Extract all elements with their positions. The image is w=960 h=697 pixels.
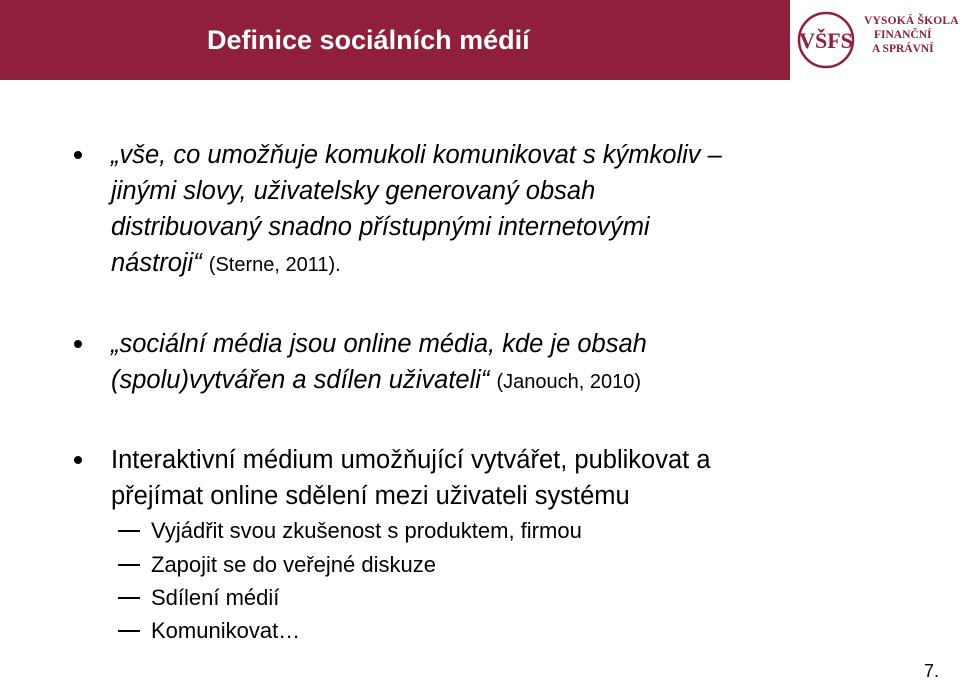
bullet-3-text [111,442,711,514]
bullet-1-text [111,137,722,283]
sub-item-dash [118,564,140,566]
bullet-2-citation: (Janouch, 2010) [496,371,642,393]
bullet-dot [74,456,82,464]
bullet-1-line-3: distribuovaný snadno přístupnými internetovými [111,213,650,241]
sub-item-3: Sdílení médií [151,585,280,610]
logo-line-3: A SPRÁVNÍ [872,43,934,55]
bullet-2-line-2: (spolu)vytvářen a sdílen uživateli“ [111,366,490,394]
sub-item-dash [118,630,140,632]
bullet-1-line-2: jinými slovy, uživatelsky generovaný obsah [111,177,596,205]
sub-item-dash [118,597,140,599]
logo-monogram: VŠFS [799,28,853,53]
school-logo [792,0,960,80]
vsfs-monogram-icon [792,0,862,80]
slide-title: Definice sociálních médií [207,25,530,55]
bullet-3-line-2: přejímat online sdělení mezi uživateli systému [111,482,630,510]
bullet-1-line-4: nástroji“ [111,249,202,277]
logo-line-2: FINANČNÍ [874,29,932,41]
bullet-dot [74,340,82,348]
sub-item-2: Zapojit se do veřejné diskuze [151,552,436,577]
sub-item-4: Komunikovat… [151,618,301,643]
logo-wordmark [864,14,959,56]
bullet-3-line-1: Interaktivní médium umožňující vytvářet, publikovat a [111,446,711,474]
bullet-1-line-1: „vše, co umožňuje komukoli komunikovat s kýmkoliv – [111,141,722,169]
bullet-2-text [111,326,647,400]
bullet-2-line-1: „sociální média jsou online média, kde je obsah [111,330,647,358]
bullet-dot [74,151,82,159]
logo-line-1: VYSOKÁ ŠKOLA [864,15,959,27]
sub-item-dash [118,530,140,532]
page-number: 7. [924,661,940,681]
sub-item-1: Vyjádřit svou zkušenost s produktem, firmou [151,518,582,543]
bullet-1-citation: (Sterne, 2011). [208,254,341,276]
header-bar [0,0,790,80]
